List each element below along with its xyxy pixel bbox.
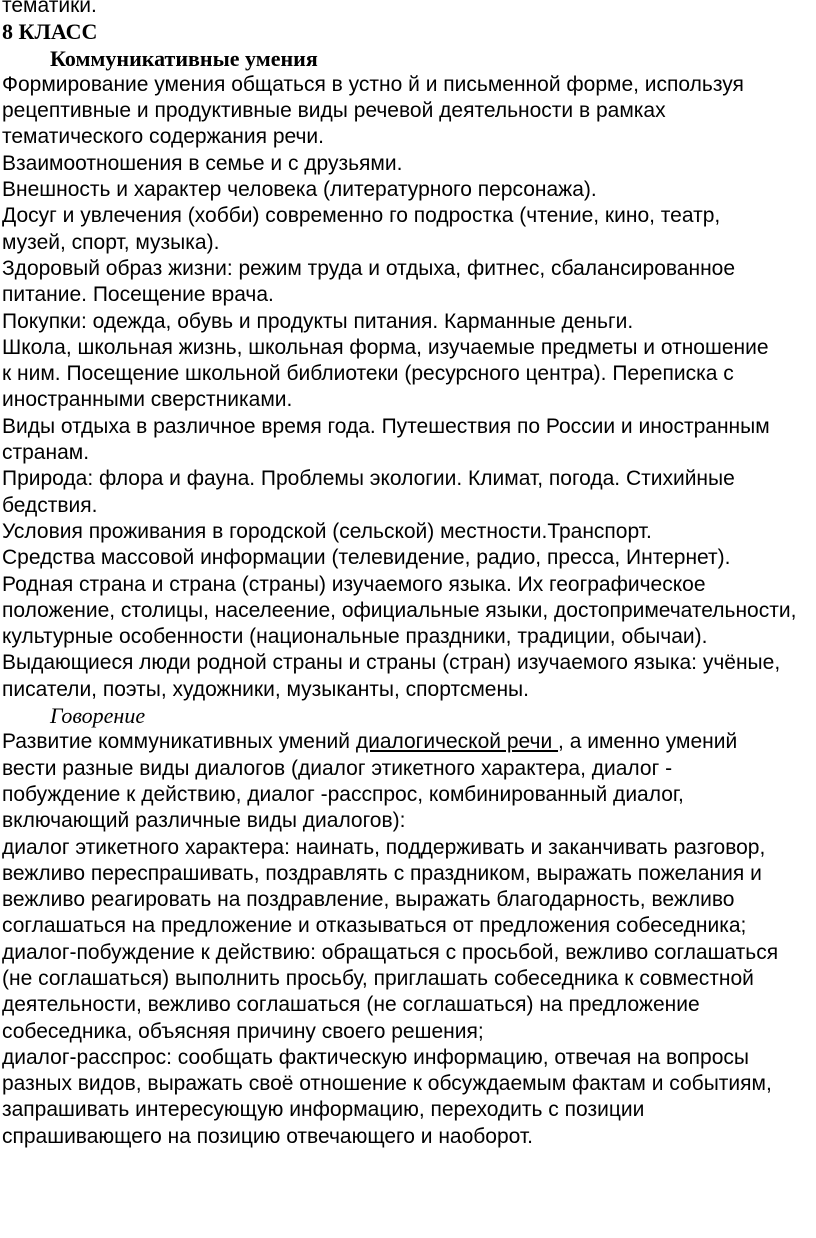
paragraph-line: Формирование умения общаться в устно й и письменной форме, используя — [2, 72, 744, 96]
paragraph-line: тематического содержания речи. — [2, 125, 324, 149]
paragraph-line: Средства массовой информации (телевидение, радио, пресса, Интернет). — [2, 546, 731, 570]
paragraph-line: Внешность и характер человека (литературного персонажа). — [2, 178, 597, 202]
paragraph-line: деятельности, вежливо соглашаться (не соглашаться) на предложение — [2, 993, 700, 1017]
topic-item — [0, 335, 816, 414]
paragraph-line: спрашивающего на позицию отвечающего и наоборот. — [2, 1124, 534, 1148]
paragraph-line: Здоровый образ жизни: режим труда и отдыха, фитнес, сбалансированное — [2, 256, 736, 280]
intro-paragraph — [0, 72, 816, 151]
paragraph-line: Школа, школьная жизнь, школьная форма, изучаемые предметы и отношение — [2, 335, 769, 359]
paragraph-line: включающий различные виды диалогов): — [2, 809, 406, 833]
paragraph-line: иностранными сверстниками. — [2, 388, 293, 412]
paragraph-line: вежливо реагировать на поздравление, выражать благодарность, вежливо — [2, 888, 735, 912]
paragraph-line: разных видов, выражать своё отношение к обсуждаемым фактам и событиям, — [2, 1072, 772, 1096]
paragraph-line: Природа: флора и фауна. Проблемы экологии. Климат, погода. Стихийные — [2, 467, 735, 491]
topic-item — [0, 256, 816, 309]
dialogue-types-list — [0, 835, 816, 1151]
dialogue-type-inquiry — [0, 1045, 816, 1150]
topic-item — [0, 177, 816, 203]
topic-item — [0, 466, 816, 519]
paragraph-line: вести разные виды диалогов (диалог этикетного характера, диалог - — [2, 756, 673, 780]
paragraph-line: побуждение к действию, диалог -расспрос, комбинированный диалог, — [2, 782, 684, 806]
underlined-term: диалогической речи — [355, 730, 559, 754]
paragraph-line: положение, столицы, населеение, официальные языки, достопримечательности, — [2, 598, 797, 622]
paragraph-line: диалог-побуждение к действию: обращаться с просьбой, вежливо соглашаться — [2, 940, 779, 964]
paragraph-line: рецептивные и продуктивные виды речевой деятельности в рамках — [2, 99, 666, 123]
dialogue-type-incentive — [0, 940, 816, 1045]
paragraph-line: странам. — [2, 441, 90, 465]
paragraph-line: музей, спорт, музыка). — [2, 230, 220, 254]
paragraph-line: Родная страна и страна (страны) изучаемого языка. Их географическое — [2, 572, 706, 596]
paragraph-line: вежливо переспрашивать, поздравлять с праздником, выражать пожелания и — [2, 861, 762, 885]
paragraph-line: Досуг и увлечения (хобби) современно го подростка (чтение, кино, театр, — [2, 204, 721, 228]
paragraph-line: диалог-расспрос: сообщать фактическую информацию, отвечая на вопросы — [2, 1045, 749, 1069]
topic-item — [0, 309, 816, 335]
paragraph-line: бедствия. — [2, 493, 98, 517]
paragraph-line: питание. Посещение врача. — [2, 283, 274, 307]
paragraph-line: Виды отдыха в различное время года. Путешествия по России и иностранным — [2, 414, 770, 438]
topic-item — [0, 545, 816, 571]
text-span: Развитие коммуникативных умений — [2, 730, 356, 754]
class-heading: 8 КЛАСС — [2, 19, 98, 45]
paragraph-line: запрашивать интересующую информацию, переходить с позиции — [2, 1098, 645, 1122]
section-heading-communicative: Коммуникативные умения — [50, 45, 318, 71]
paragraph-line: писатели, поэты, художники, музыканты, спортсмены. — [2, 677, 529, 701]
paragraph-line: культурные особенности (национальные праздники, традиции, обычаи). — [2, 625, 708, 649]
section-heading-speaking: Говорение — [50, 703, 146, 729]
top-fragment: тематики. — [2, 0, 97, 17]
topic-item — [0, 414, 816, 467]
topic-item — [0, 151, 816, 177]
topic-item — [0, 650, 816, 703]
topic-list — [0, 151, 816, 703]
paragraph-line — [0, 729, 816, 755]
paragraph-line: соглашаться на предложение и отказываться от предложения собеседника; — [2, 914, 747, 938]
paragraph-line: Взаимоотношения в семье и с друзьями. — [2, 151, 403, 175]
paragraph-line: Условия проживания в городской (сельской) местности.Транспорт. — [2, 519, 652, 543]
text-span: , а именно умений — [558, 730, 738, 754]
paragraph-line: Покупки: одежда, обувь и продукты питания. Карманные деньги. — [2, 309, 634, 333]
topic-item — [0, 519, 816, 545]
paragraph-line: собеседника, объясняя причину своего решения; — [2, 1019, 484, 1043]
paragraph-line: к ним. Посещение школьной библиотеки (ресурсного центра). Переписка с — [2, 362, 734, 386]
paragraph-line: (не соглашаться) выполнить просьбу, приглашать собеседника к совместной — [2, 966, 754, 990]
speaking-intro-paragraph — [0, 729, 816, 834]
paragraph-line: Выдающиеся люди родной страны и страны (стран) изучаемого языка: учёные, — [2, 651, 781, 675]
topic-item — [0, 203, 816, 256]
topic-item — [0, 572, 816, 651]
paragraph-line: диалог этикетного характера: наинать, поддерживать и заканчивать разговор, — [2, 835, 766, 859]
dialogue-type-etiquette — [0, 835, 816, 940]
